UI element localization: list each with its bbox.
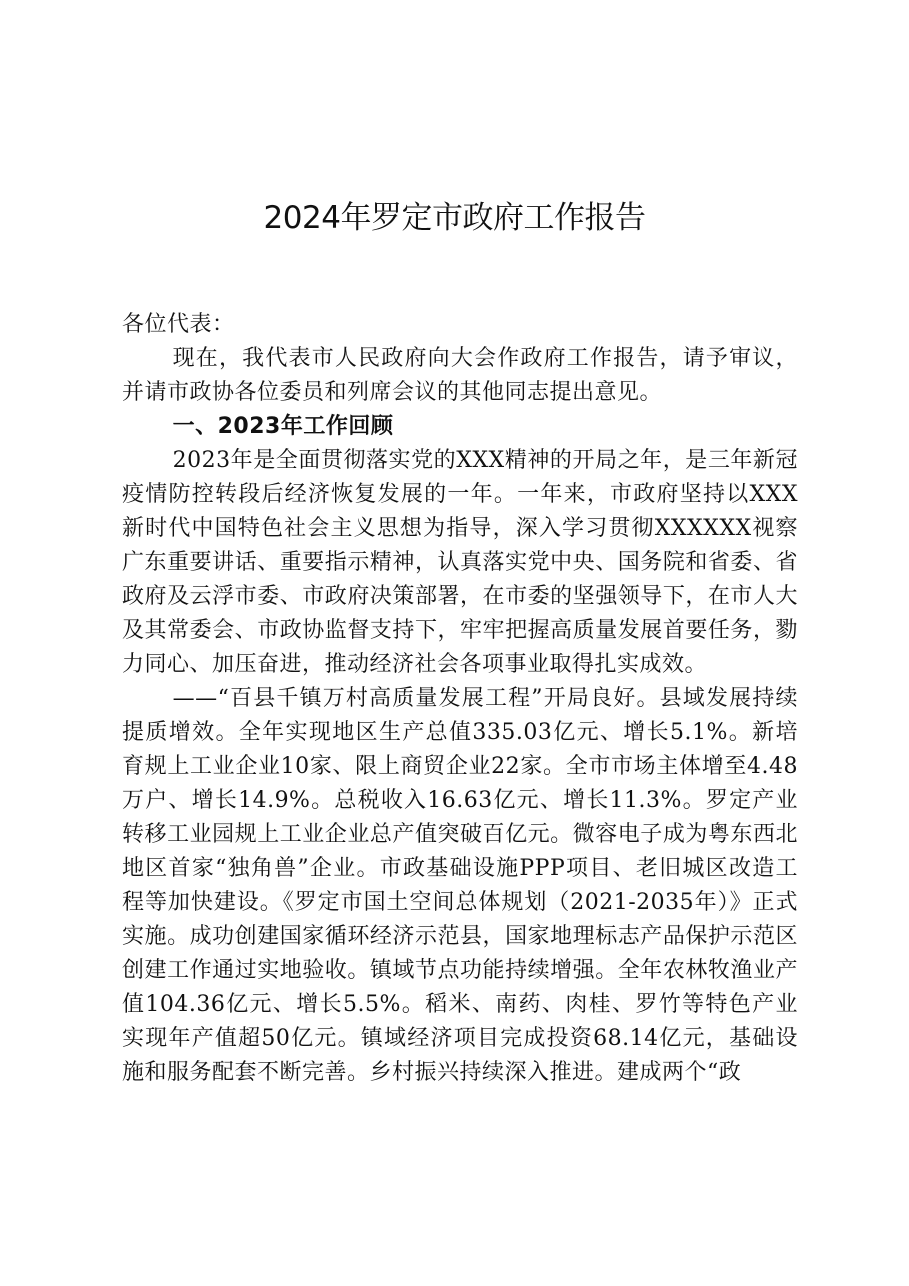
salutation: 各位代表： (122, 312, 235, 337)
document-body (122, 308, 798, 1090)
section-heading: 一、2023年工作回顾 (172, 414, 394, 439)
paragraph-2: ——“百县千镇万村高质量发展工程”开局良好。县域发展持续提质增效。全年实现地区生产总值335.03亿元、增长5.1%。新培育规上工业企业10家、限上商贸企业22家。全市市场主体增至4.48万户、增长14.9%。总税收入16.63亿元、增长11.3%。罗定产业转移工业园规上工业企业总产值突破百亿元。微容电子成为粤东西北地区首家“独角兽”企业。市政基础设施PPP项目、老旧城区改造工程等加快建设。《罗定市国土空间总体规划（2021-2035年）》正式实施。成功创建国家循环经济示范县，国家地理标志产品保护示范区创建工作通过实地验收。镇域节点功能持续增强。全年农林牧渔业产值104.36亿元、增长5.5%。稻米、南药、肉桂、罗竹等特色产业实现年产值超50亿元。镇域经济项目完成投资68.14亿元，基础设施和服务配套不断完善。乡村振兴持续深入推进。建成两个“政 (122, 686, 798, 1085)
paragraph-1: 2023年是全面贯彻落实党的XXX精神的开局之年，是三年新冠疫情防控转段后经济恢复发展的一年。一年来，市政府坚持以XXX新时代中国特色社会主义思想为指导，深入学习贯彻XXXXXX视察广东重要讲话、重要指示精神，认真落实党中央、国务院和省委、省政府及云浮市委、市政府决策部署，在市委的坚强领导下，在市人大及其常委会、市政协监督支持下，牢牢把握高质量发展首要任务，勠力同心、加压奋进，推动经济社会各项事业取得扎实成效。 (122, 448, 798, 677)
intro-paragraph: 现在，我代表市人民政府向大会作政府工作报告，请予审议，并请市政协各位委员和列席会议的其他同志提出意见。 (122, 346, 798, 405)
document-title: 2024年罗定市政府工作报告 (263, 200, 646, 236)
